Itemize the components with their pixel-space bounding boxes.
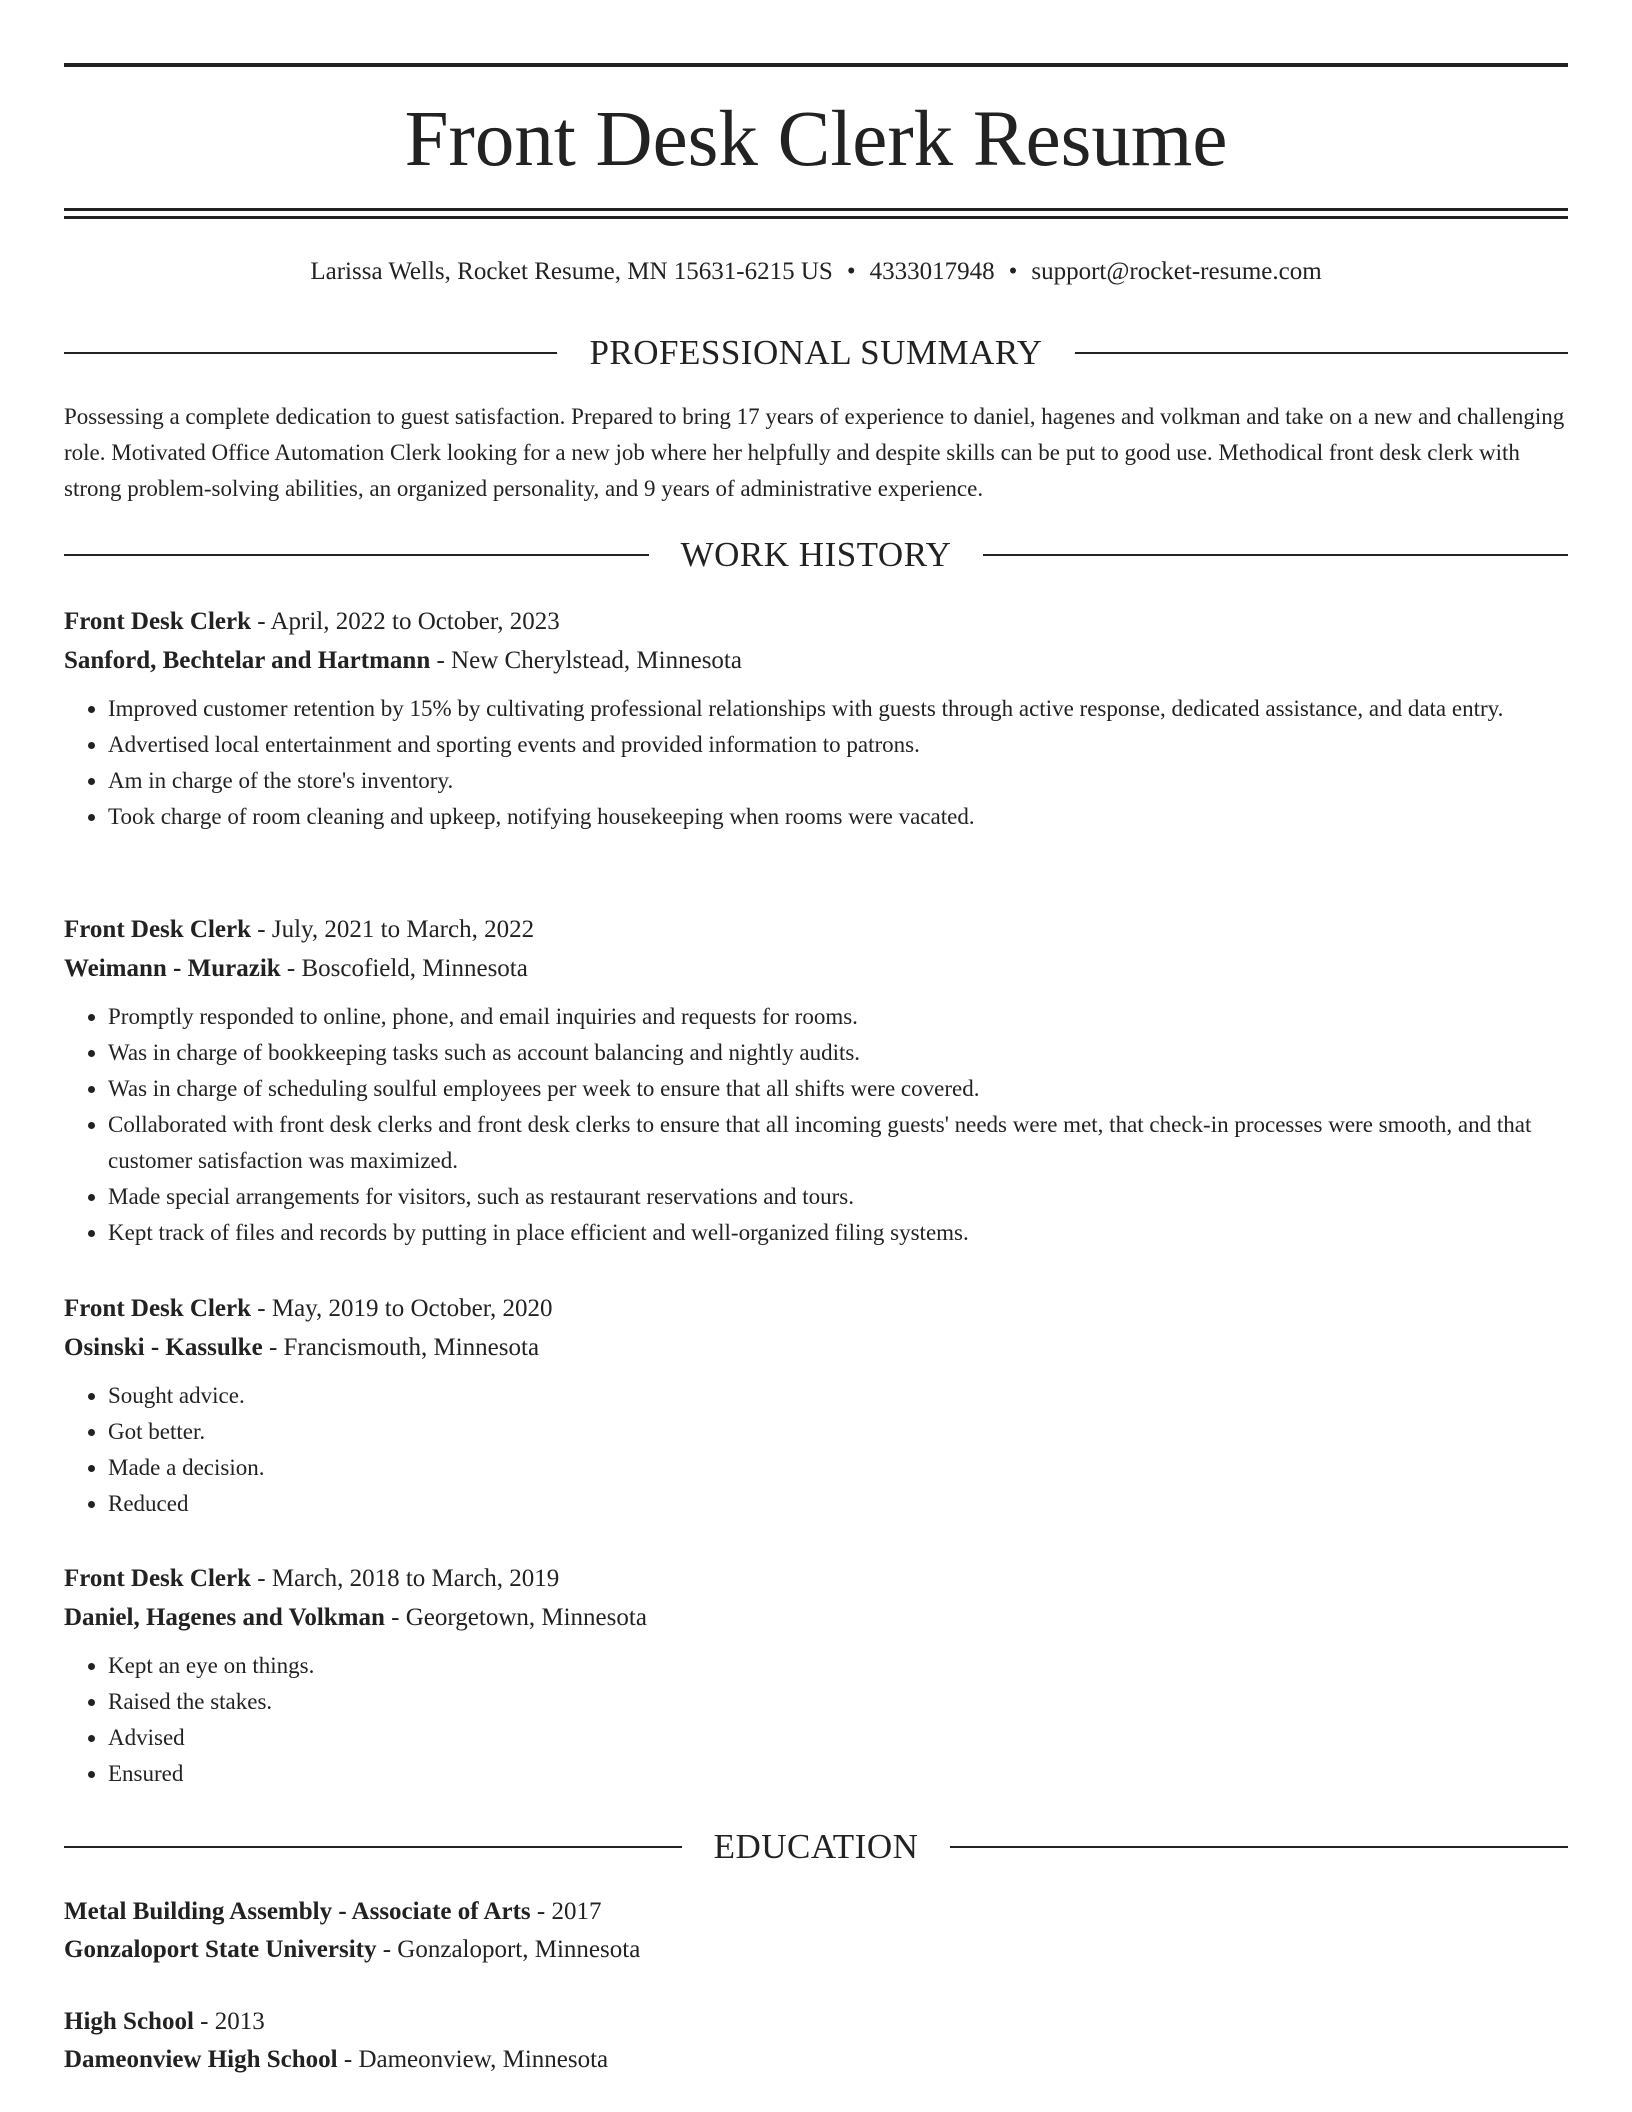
education-school: Gonzaloport State University <box>64 1936 377 1963</box>
education-degree: Metal Building Assembly - Associate of Arts <box>64 1898 531 1925</box>
contact-address: Larissa Wells, Rocket Resume, MN 15631-6215 US <box>310 258 833 285</box>
job-dates: - March, 2018 to March, 2019 <box>251 1565 560 1592</box>
job-company-line <box>64 1598 1568 1637</box>
job-company-line <box>64 1328 1568 1367</box>
job-bullet: • Kept an eye on things. <box>108 1648 1568 1684</box>
job-bullet-list <box>64 1648 1568 1792</box>
education-school-line <box>64 2041 1568 2079</box>
job-title: Front Desk Clerk <box>64 608 252 635</box>
job-bullet: • Raised the stakes. <box>108 1684 1568 1720</box>
job-entry <box>64 1559 1568 1792</box>
header-bottom-rule-lower <box>64 216 1568 219</box>
job-location: - Georgetown, Minnesota <box>384 1604 647 1631</box>
job-location: - Francismouth, Minnesota <box>262 1334 540 1361</box>
contact-separator: • <box>846 258 856 285</box>
job-location: - Boscofield, Minnesota <box>280 955 528 982</box>
job-company: Daniel, Hagenes and Volkman <box>64 1604 385 1631</box>
job-entry <box>64 910 1568 1251</box>
job-bullet: • Reduced <box>108 1486 1568 1522</box>
education-location: - Gonzaloport, Minnesota <box>376 1936 641 1963</box>
job-bullet: • Promptly responded to online, phone, and email inquiries and requests for rooms. <box>108 999 1568 1035</box>
heading-rule-left <box>64 352 557 354</box>
section-heading-label: WORK HISTORY <box>680 535 952 574</box>
job-bullet: • Kept track of files and records by putting in place efficient and well-organized filing systems. <box>108 1215 1568 1251</box>
job-bullet: • Was in charge of scheduling soulful employees per week to ensure that all shifts were covered. <box>108 1071 1568 1107</box>
header-bottom-rule-upper <box>64 208 1568 211</box>
education-entry <box>64 2003 1568 2079</box>
education-year: - 2017 <box>530 1898 602 1925</box>
education-degree-line <box>64 1893 1568 1931</box>
education-entry <box>64 1893 1568 1969</box>
job-bullet: • Made a decision. <box>108 1450 1568 1486</box>
job-bullet: • Made special arrangements for visitors, such as restaurant reservations and tours. <box>108 1179 1568 1215</box>
job-title-line <box>64 1559 1568 1598</box>
job-entry <box>64 1289 1568 1522</box>
job-bullet-list <box>64 999 1568 1251</box>
job-dates: - April, 2022 to October, 2023 <box>251 608 560 635</box>
job-company: Weimann - Murazik <box>64 955 281 982</box>
job-title-line <box>64 1289 1568 1328</box>
job-entry <box>64 602 1568 835</box>
job-bullet: • Collaborated with front desk clerks and front desk clerks to ensure that all incoming guests' needs were met, that check-in processes were smooth, and that customer satisfaction was maximized. <box>108 1107 1568 1179</box>
job-dates: - May, 2019 to October, 2020 <box>251 1295 553 1322</box>
education-school-line <box>64 1931 1568 1969</box>
education-year: - 2013 <box>193 2008 265 2035</box>
heading-rule-right <box>950 1846 1568 1848</box>
section-heading-label: EDUCATION <box>713 1827 919 1866</box>
job-company-line <box>64 949 1568 988</box>
contact-separator: • <box>1008 258 1018 285</box>
education-school: Dameonview High School <box>64 2046 338 2073</box>
job-bullet-list <box>64 691 1568 835</box>
job-bullet: • Was in charge of bookkeeping tasks such as account balancing and nightly audits. <box>108 1035 1568 1071</box>
section-heading-summary <box>64 331 1568 375</box>
job-title: Front Desk Clerk <box>64 1295 252 1322</box>
job-bullet: • Sought advice. <box>108 1378 1568 1414</box>
job-title: Front Desk Clerk <box>64 1565 252 1592</box>
job-title: Front Desk Clerk <box>64 916 252 943</box>
job-company: Sanford, Bechtelar and Hartmann <box>64 647 431 674</box>
heading-rule-left <box>64 1846 682 1848</box>
job-bullet: • Took charge of room cleaning and upkeep, notifying housekeeping when rooms were vacated. <box>108 799 1568 835</box>
contact-email[interactable]: support@rocket-resume.com <box>1031 258 1322 285</box>
job-title-line <box>64 602 1568 641</box>
heading-rule-left <box>64 554 649 556</box>
job-company: Osinski - Kassulke <box>64 1334 263 1361</box>
education-location: - Dameonview, Minnesota <box>337 2046 609 2073</box>
education-degree: High School <box>64 2008 194 2035</box>
section-heading-label: PROFESSIONAL SUMMARY <box>589 333 1043 372</box>
job-dates: - July, 2021 to March, 2022 <box>251 916 535 943</box>
heading-rule-right <box>983 554 1568 556</box>
header-top-rule <box>64 63 1568 67</box>
job-title-line <box>64 910 1568 949</box>
job-bullet: • Am in charge of the store's inventory. <box>108 763 1568 799</box>
contact-line <box>64 252 1568 292</box>
job-bullet: • Ensured <box>108 1756 1568 1792</box>
job-bullet: • Advised <box>108 1720 1568 1756</box>
job-company-line <box>64 641 1568 680</box>
heading-rule-right <box>1075 352 1568 354</box>
job-bullet-list <box>64 1378 1568 1522</box>
job-bullet: • Got better. <box>108 1414 1568 1450</box>
job-bullet: • Advertised local entertainment and sporting events and provided information to patrons. <box>108 727 1568 763</box>
section-heading-work-history <box>64 533 1568 577</box>
contact-phone: 4333017948 <box>869 258 995 285</box>
job-location: - New Cherylstead, Minnesota <box>430 647 742 674</box>
job-bullet: • Improved customer retention by 15% by cultivating professional relationships with guests through active response, dedicated assistance, and data entry. <box>108 691 1568 727</box>
section-heading-education <box>64 1825 1568 1869</box>
professional-summary-text: Possessing a complete dedication to guest satisfaction. Prepared to bring 17 years of experience to daniel, hagenes and volkman and take on a new and challenging role. Motivated Office Automation Clerk looking for a new job where her helpfully and despite skills can be put to good use. Methodical front desk clerk with strong problem-solving abilities, an organized personality, and 9 years of administrative experience. <box>64 404 1565 501</box>
education-degree-line <box>64 2003 1568 2041</box>
resume-title: Front Desk Clerk Resume <box>404 96 1228 183</box>
